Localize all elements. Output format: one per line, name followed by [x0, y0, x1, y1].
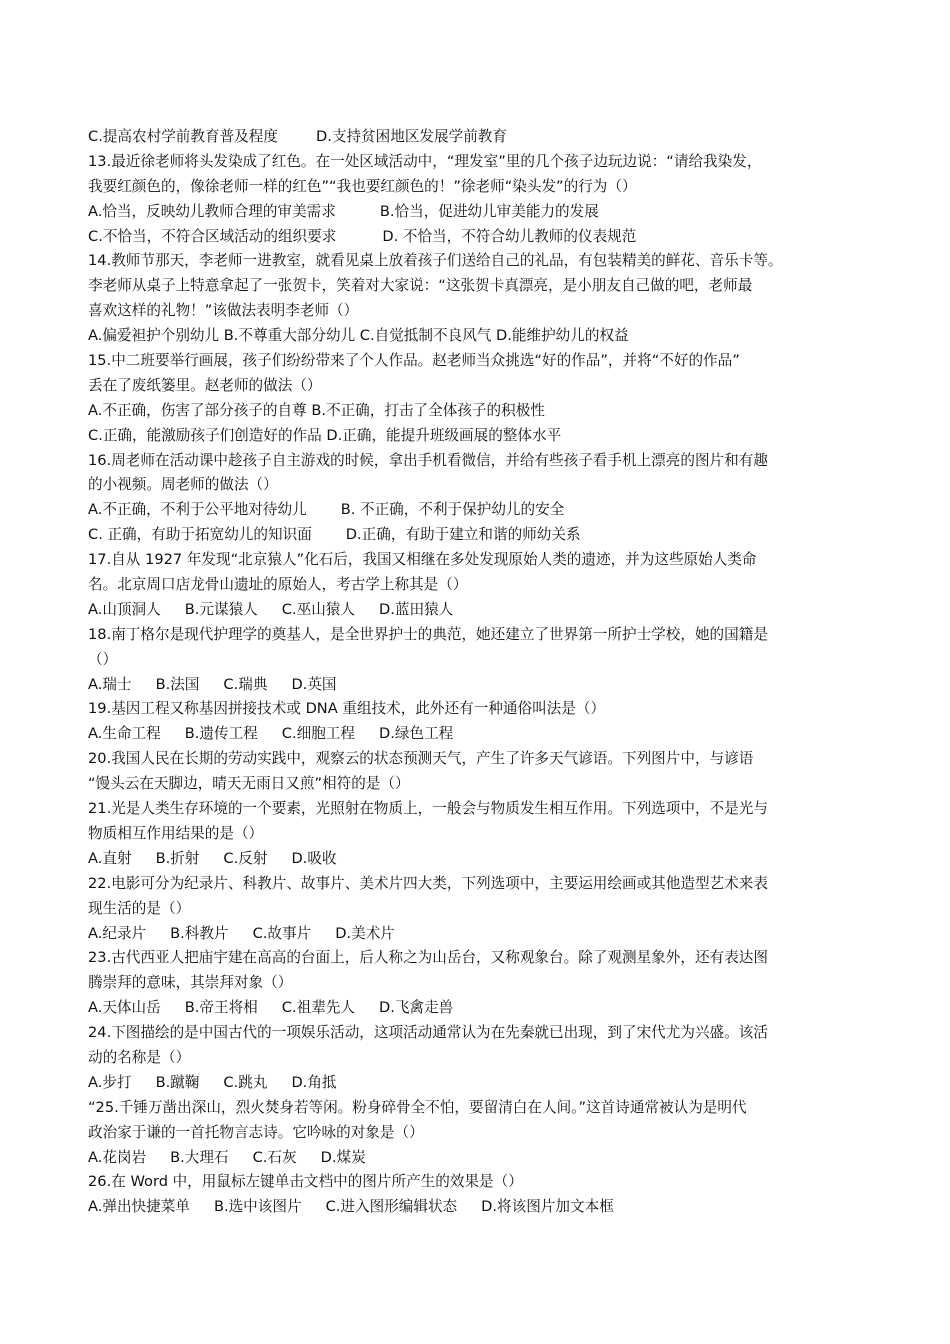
text-line: 26.在 Word 中，用鼠标左键单击文档中的图片所产生的效果是（） [88, 1173, 523, 1191]
answer-option: D.吸收 [291, 849, 337, 867]
text-line: 物质相互作用结果的是（） [88, 824, 264, 842]
text-line: 22.电影可分为纪录片、科教片、故事片、美术片四大类，下列选项中，主要运用绘画或其他造型艺术来表 [88, 874, 768, 892]
answer-option: B.大理石 [170, 1148, 229, 1166]
answer-option: A.山顶洞人 [88, 600, 161, 618]
options-line [88, 722, 878, 747]
options-line [88, 598, 878, 623]
answer-option: D.英国 [291, 675, 337, 693]
answer-option: D. 不恰当，不符合幼儿教师的仪表规范 [382, 227, 637, 245]
answer-option: D.美术片 [335, 924, 395, 942]
text-line: 15.中二班要举行画展，孩子们纷纷带来了个人作品。赵老师当众挑选“好的作品”，并将“不好的作品” [88, 352, 740, 370]
text-line: 20.我国人民在长期的劳动实践中，观察云的状态预测天气，产生了许多天气谚语。下列图片中，与谚语 [88, 750, 754, 768]
text-line: 李老师从桌子上特意拿起了一张贺卡，笑着对大家说：“这张贺卡真漂亮，是小朋友自己做的吧，老师最 [88, 277, 753, 295]
answer-option: D.煤炭 [320, 1148, 366, 1166]
answer-option: A.纪录片 [88, 924, 147, 942]
answer-option: D.支持贫困地区发展学前教育 [315, 128, 507, 145]
answer-option: C.细胞工程 [281, 725, 355, 743]
options-line [88, 673, 878, 698]
options-line [88, 1071, 878, 1096]
options-line [88, 225, 878, 250]
answer-option: A.生命工程 [88, 725, 161, 743]
text-line: “25.千锤万凿出深山，烈火焚身若等闲。粉身碎骨全不怕，要留清白在人间。”这首诗通常被认为是明代 [88, 1098, 747, 1116]
text-line: 14.教师节那天，李老师一进教室，就看见桌上放着孩子们送给自己的礼品，有包装精美的鲜花、音乐卡等。 [88, 252, 783, 270]
options-line [88, 847, 878, 872]
text-line: 名。北京周口店龙骨山遗址的原始人，考古学上称其是（） [88, 576, 468, 594]
text-line: 13.最近徐老师将头发染成了红色。在一处区域活动中，“理发室”里的几个孩子边玩边说：“请给我染发， [88, 152, 762, 170]
answer-option: D.将该图片加文本框 [481, 1198, 614, 1216]
options-line [88, 200, 878, 225]
text-line: 我要红颜色的，像徐老师一样的红色”“我也要红颜色的！”徐老师“染头发”的行为（） [88, 177, 637, 195]
answer-option: A.花岗岩 [88, 1148, 147, 1166]
options-line [88, 523, 878, 548]
answer-option: C.瑞典 [223, 675, 268, 693]
answer-option: C.故事片 [252, 924, 312, 942]
text-line: 现生活的是（） [88, 899, 191, 917]
answer-option: A.恰当，反映幼儿教师合理的审美需求 [88, 202, 336, 220]
answer-option: C.不恰当，不符合区域活动的组织要求 [88, 227, 337, 245]
answer-option: C.反射 [223, 849, 268, 867]
answer-option: C.提高农村学前教育普及程度 [88, 128, 278, 145]
answer-option: B.蹴鞠 [155, 1073, 200, 1091]
text-line: “馒头云在天脚边，晴天无雨日又煎”相符的是（） [88, 775, 410, 793]
answer-option: D.角抵 [291, 1073, 337, 1091]
answer-option: B.选中该图片 [213, 1198, 302, 1216]
answer-option: C.祖辈先人 [281, 999, 355, 1017]
text-line: 的小视频。周老师的做法（） [88, 476, 278, 494]
options-line [88, 1146, 878, 1171]
answer-option: A.弹出快捷菜单 [88, 1198, 190, 1216]
answer-option: C.巫山猿人 [281, 600, 355, 618]
answer-option: C. 正确，有助于拓宽幼儿的知识面 [88, 526, 312, 544]
answer-option: B.恰当，促进幼儿审美能力的发展 [379, 202, 599, 220]
options-line [88, 125, 878, 150]
text-line: （） [88, 650, 118, 668]
text-line: 23.古代西亚人把庙宇建在高高的台面上，后人称之为山岳台，又称观象台。除了观测星象外，还有表达图 [88, 949, 768, 967]
answer-option: A.不正确，不利于公平地对待幼儿 [88, 501, 307, 519]
answer-option: C.进入图形编辑状态 [325, 1198, 458, 1216]
answer-option: D.绿色工程 [379, 725, 454, 743]
answer-option: B.元谋猿人 [184, 600, 258, 618]
answer-option: A.步打 [88, 1073, 132, 1091]
options-line [88, 996, 878, 1021]
answer-option: B.折射 [155, 849, 200, 867]
text-line: C.正确，能激励孩子们创造好的作品 D.正确，能提升班级画展的整体水平 [88, 426, 562, 444]
answer-option: B.遗传工程 [184, 725, 258, 743]
text-line: A.不正确，伤害了部分孩子的自尊 B.不正确，打击了全体孩子的积极性 [88, 401, 545, 419]
exam-questions-body [88, 125, 878, 1220]
text-line: 19.基因工程又称基因拼接技术或 DNA 重组技术，此外还有一种通俗叫法是（） [88, 700, 606, 718]
answer-option: C.石灰 [252, 1148, 297, 1166]
text-line: A.偏爱袒护个别幼儿 B.不尊重大部分幼儿 C.自觉抵制不良风气 D.能维护幼儿的权益 [88, 327, 629, 345]
text-line: 18.南丁格尔是现代护理学的奠基人，是全世界护士的典范，她还建立了世界第一所护士学校，她的国籍是 [88, 625, 768, 643]
answer-option: A.直射 [88, 849, 132, 867]
answer-option: D.飞禽走兽 [379, 999, 454, 1017]
text-line: 丢在了废纸篓里。赵老师的做法（） [88, 376, 322, 394]
options-line [88, 498, 878, 523]
answer-option: A.天体山岳 [88, 999, 161, 1017]
answer-option: C.跳丸 [223, 1073, 268, 1091]
answer-option: B.法国 [155, 675, 200, 693]
text-line: 24.下图描绘的是中国古代的一项娱乐活动，这项活动通常认为在先秦就已出现，到了宋代尤为兴盛。该活 [88, 1024, 768, 1042]
answer-option: A.瑞士 [88, 675, 132, 693]
text-line: 21.光是人类生存环境的一个要素，光照射在物质上，一般会与物质发生相互作用。下列选项中，不是光与 [88, 800, 768, 818]
text-line: 腾崇拜的意味，其崇拜对象（） [88, 974, 293, 992]
text-line: 17.自从 1927 年发现“北京猿人”化石后，我国又相继在多处发现原始人类的遗迹，并为这些原始人类命 [88, 551, 757, 569]
text-line: 动的名称是（） [88, 1048, 191, 1066]
answer-option: B.科教片 [170, 924, 229, 942]
options-line [88, 1195, 878, 1220]
text-line: 喜欢这样的礼物！”该做法表明李老师（） [88, 302, 359, 320]
options-line [88, 922, 878, 947]
text-line: 政治家于谦的一首托物言志诗。它吟咏的对象是（） [88, 1123, 424, 1141]
answer-option: D.正确，有助于建立和谐的师幼关系 [345, 526, 581, 544]
answer-option: B.帝王将相 [184, 999, 258, 1017]
text-line: 16.周老师在活动课中趁孩子自主游戏的时候，拿出手机看微信，并给有些孩子看手机上漂亮的图片和有趣 [88, 451, 768, 469]
answer-option: D.蓝田猿人 [379, 600, 454, 618]
answer-option: B. 不正确，不利于保护幼儿的安全 [340, 501, 565, 519]
